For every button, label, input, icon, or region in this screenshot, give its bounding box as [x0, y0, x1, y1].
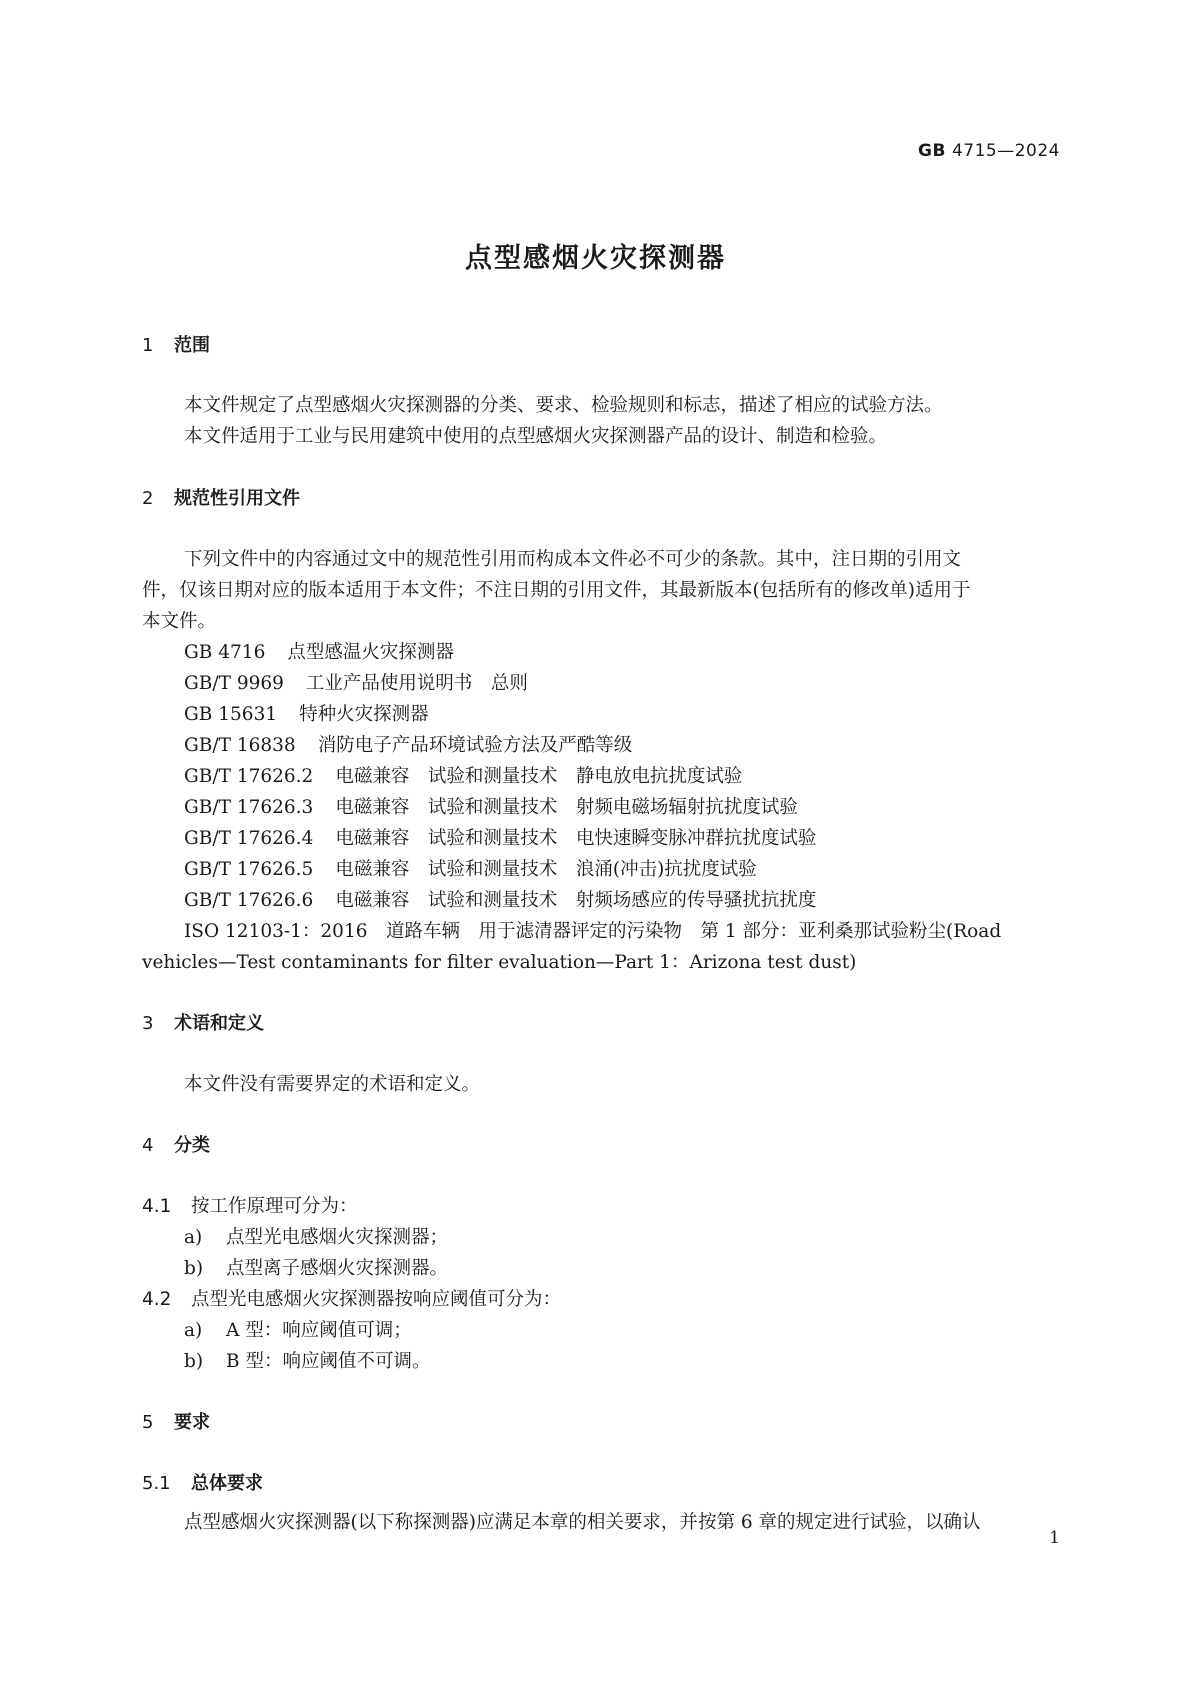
document-title: 点型感烟火灾探测器: [465, 243, 726, 274]
reference-title: 电磁兼容 试验和测量技术 静电放电抗扰度试验: [335, 766, 743, 787]
reference-code: GB/T 17626.5: [184, 859, 314, 880]
list-item: [184, 1223, 448, 1249]
reference-code: GB/T 17626.4: [184, 828, 314, 849]
list-marker: a): [184, 1227, 203, 1248]
subsection-title: 总体要求: [191, 1473, 263, 1494]
list-text: B 型：响应阈值不可调。: [226, 1351, 431, 1372]
standard-code: 4715—2024: [951, 141, 1060, 161]
list-marker: a): [184, 1320, 203, 1341]
list-marker: b): [184, 1258, 204, 1279]
reference-code: GB/T 9969: [184, 673, 284, 694]
section-3-heading: [142, 1009, 264, 1035]
reference-title: 工业产品使用说明书 总则: [305, 673, 528, 694]
reference-item: [184, 824, 816, 850]
section-5-heading: [142, 1408, 210, 1434]
section-title: 范围: [174, 335, 210, 356]
reference-item: [184, 700, 429, 726]
reference-iso-line-1: ISO 12103-1：2016 道路车辆 用于滤清器评定的污染物 第 1 部分：亚利桑那试验粉尘(Road: [184, 921, 1002, 942]
reference-item: [184, 762, 742, 788]
section-1-heading: [142, 331, 210, 357]
reference-item: [184, 886, 816, 912]
list-text: 点型光电感烟火灾探测器；: [226, 1227, 449, 1248]
section-title: 术语和定义: [174, 1013, 264, 1034]
section-title: 规范性引用文件: [174, 488, 300, 509]
standard-number: [918, 141, 1060, 161]
reference-item: [184, 793, 798, 819]
reference-code: GB/T 17626.3: [184, 797, 314, 818]
reference-title: 电磁兼容 试验和测量技术 浪涌(冲击)抗扰度试验: [335, 859, 757, 880]
reference-title: 电磁兼容 试验和测量技术 电快速瞬变脉冲群抗扰度试验: [335, 828, 817, 849]
section-2-intro-line-2: 件，仅该日期对应的版本适用于本文件；不注日期的引用文件，其最新版本(包括所有的修改单)适用于: [142, 580, 971, 601]
reference-item: [184, 855, 757, 881]
section-number: 1: [142, 335, 154, 356]
section-title: 要求: [174, 1412, 210, 1433]
reference-iso-line-2: vehicles—Test contaminants for filter evaluation—Part 1：Arizona test dust): [142, 952, 857, 973]
reference-title: 电磁兼容 试验和测量技术 射频电磁场辐射抗扰度试验: [335, 797, 798, 818]
reference-code: GB/T 17626.6: [184, 890, 314, 911]
list-text: A 型：响应阈值可调；: [226, 1320, 412, 1341]
clause-4-2: [142, 1285, 561, 1311]
section-1-paragraph-1: 本文件规定了点型感烟火灾探测器的分类、要求、检验规则和标志，描述了相应的试验方法。: [184, 395, 943, 416]
subsection-5-1-heading: [142, 1469, 263, 1495]
clause-text: 按工作原理可分为：: [191, 1196, 358, 1217]
section-2-heading: [142, 484, 300, 510]
clause-number: 4.1: [142, 1196, 172, 1217]
reference-item: [184, 669, 528, 695]
list-text: 点型离子感烟火灾探测器。: [226, 1258, 449, 1279]
list-item: [184, 1254, 448, 1280]
list-item: [184, 1347, 430, 1373]
reference-title: 电磁兼容 试验和测量技术 射频场感应的传导骚扰抗扰度: [335, 890, 817, 911]
section-5-1-paragraph: 点型感烟火灾探测器(以下称探测器)应满足本章的相关要求，并按第 6 章的规定进行试验，以确认: [184, 1512, 981, 1533]
section-title: 分类: [174, 1135, 210, 1156]
subsection-number: 5.1: [142, 1473, 171, 1494]
reference-title: 点型感温火灾探测器: [287, 642, 454, 663]
section-4-heading: [142, 1131, 210, 1157]
standard-prefix: GB: [918, 141, 946, 161]
page-number: 1: [1049, 1528, 1060, 1548]
clause-text: 点型光电感烟火灾探测器按响应阈值可分为：: [191, 1289, 562, 1310]
section-number: 5: [142, 1412, 154, 1433]
reference-code: GB 15631: [184, 704, 278, 725]
clause-4-1: [142, 1192, 358, 1218]
section-number: 3: [142, 1013, 154, 1034]
reference-code: GB/T 16838: [184, 735, 296, 756]
section-2-intro-line-3: 本文件。: [142, 611, 217, 632]
reference-item: [184, 638, 454, 664]
section-1-paragraph-2: 本文件适用于工业与民用建筑中使用的点型感烟火灾探测器产品的设计、制造和检验。: [184, 426, 888, 447]
section-number: 2: [142, 488, 154, 509]
reference-item: [184, 731, 632, 757]
reference-title: 特种火灾探测器: [299, 704, 429, 725]
list-item: [184, 1316, 412, 1342]
reference-code: GB 4716: [184, 642, 266, 663]
section-number: 4: [142, 1135, 154, 1156]
reference-title: 消防电子产品环境试验方法及严酷等级: [317, 735, 633, 756]
section-2-intro-line-1: 下列文件中的内容通过文中的规范性引用而构成本文件必不可少的条款。其中，注日期的引用文: [184, 549, 962, 570]
reference-code: GB/T 17626.2: [184, 766, 314, 787]
clause-number: 4.2: [142, 1289, 172, 1310]
list-marker: b): [184, 1351, 204, 1372]
section-3-paragraph: 本文件没有需要界定的术语和定义。: [184, 1074, 481, 1095]
